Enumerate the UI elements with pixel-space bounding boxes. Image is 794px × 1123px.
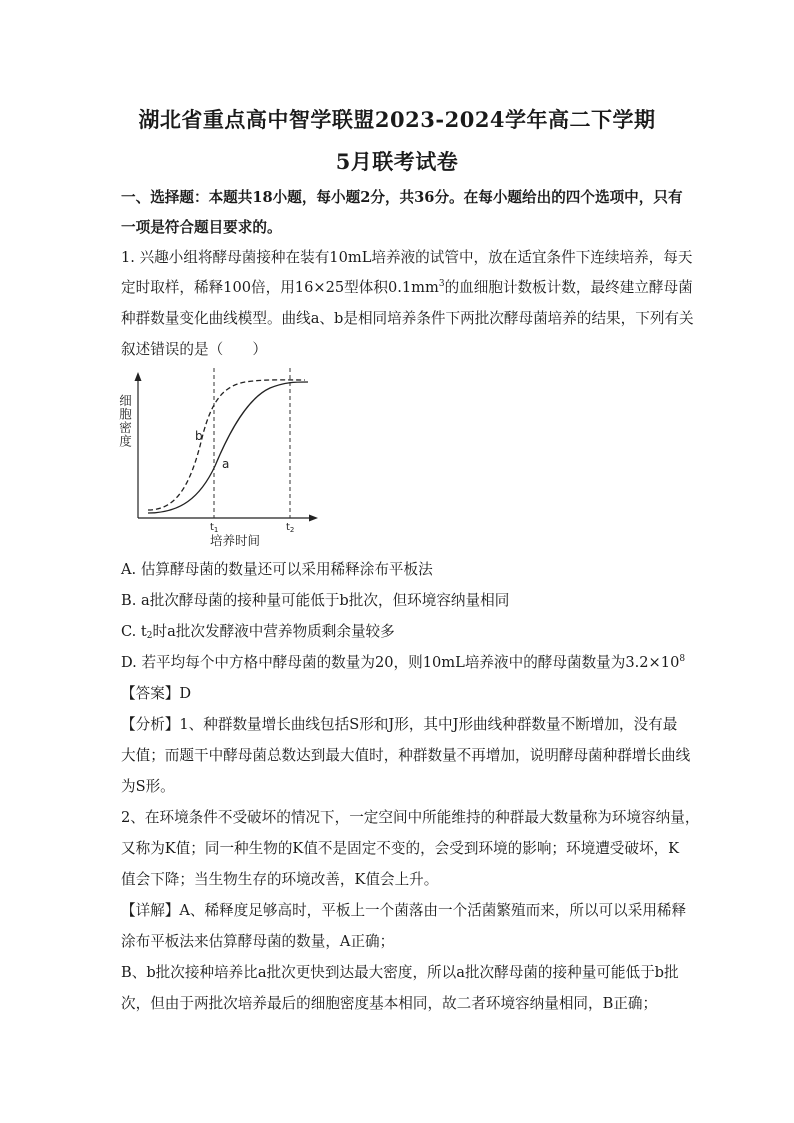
detail-line4: 次，但由于两批次培养最后的细胞密度基本相同，故二者环境容纳量相同，B正确； bbox=[121, 995, 658, 1012]
option-d: D. 若平均每个中方格中酵母菌的数量为20，则10mL培养液中的酵母菌数量为$3.2\times 10^8$ bbox=[121, 654, 686, 671]
analysis2-line2: 又称为K值；同一种生物的K值不是固定不变的，会受到环境的影响；环境遭受破坏，K bbox=[121, 840, 680, 857]
question-stem-line1: 1. 兴趣小组将酵母菌接种在装有10mL培养液的试管中，放在适宜条件下连续培养，每天 bbox=[121, 249, 693, 266]
y-axis-label-text: 细胞密度 bbox=[117, 394, 133, 448]
option-b: B. a批次酵母菌的接种量可能低于b批次，但环境容纳量相同 bbox=[121, 592, 510, 609]
analysis2-line1: 2、在环境条件不受破坏的情况下，一定空间中所能维持的种群最大数量称为环境容纳量， bbox=[121, 809, 700, 826]
option-c: C. $t_2$时a批次发酵液中营养物质剩余量较多 bbox=[121, 623, 395, 641]
x-axis-arrow bbox=[309, 515, 318, 522]
x-tick-t1: $t_1$ bbox=[210, 522, 219, 534]
y-axis-label bbox=[118, 394, 133, 448]
document-title-line2: 5月联考试卷 bbox=[335, 149, 459, 174]
question-stem-line4: 叙述错误的是（ ） bbox=[121, 341, 267, 358]
curve-a-label: a bbox=[222, 457, 230, 471]
analysis-line3: 为S形。 bbox=[121, 778, 175, 795]
analysis-line1: 【分析】1、种群数量增长曲线包括S形和J形，其中J形曲线种群数量不断增加，没有最 bbox=[121, 716, 678, 733]
growth-curve-chart bbox=[117, 368, 330, 548]
answer: 【答案】D bbox=[121, 685, 192, 702]
x-tick-t2: $t_2$ bbox=[286, 522, 295, 534]
analysis-line2: 大值；而题干中酵母菌总数达到最大值时，种群数量不再增加，说明酵母菌种群增长曲线 bbox=[121, 747, 691, 764]
detail-line3: B、b批次接种培养比a批次更快到达最大密度，所以a批次酵母菌的接种量可能低于b批 bbox=[121, 964, 679, 981]
document-title-line1: 湖北省重点高中智学联盟2023-2024学年高二下学期 bbox=[138, 107, 656, 132]
section-intro-line1: 一、选择题：本题共18小题，每小题2分，共36分。在每小题给出的四个选项中，只有 bbox=[121, 189, 683, 206]
curve-b-label: b bbox=[195, 429, 203, 443]
x-axis-label: 培养时间 bbox=[210, 533, 261, 548]
question-stem-line2: 定时取样，稀释100倍，用16×25型体积$0.1mm^3$的血细胞计数板计数，最终建立酵母菌 bbox=[121, 279, 693, 296]
curve-a bbox=[148, 382, 308, 513]
detail-line1: 【详解】A、稀释度足够高时，平板上一个菌落由一个活菌繁殖而来，所以可以采用稀释 bbox=[121, 902, 687, 919]
option-a: A. 估算酵母菌的数量还可以采用稀释涂布平板法 bbox=[121, 561, 433, 578]
question-stem-line3: 种群数量变化曲线模型。曲线a、b是相同培养条件下两批次酵母菌培养的结果，下列有关 bbox=[121, 310, 694, 327]
y-axis-arrow bbox=[135, 372, 142, 381]
section-intro-line2: 一项是符合题目要求的。 bbox=[121, 219, 282, 236]
curve-b bbox=[148, 380, 305, 510]
analysis2-line3: 值会下降；当生物生存的环境改善，K值会上升。 bbox=[121, 871, 439, 888]
detail-line2: 涂布平板法来估算酵母菌的数量，A正确； bbox=[121, 933, 395, 950]
